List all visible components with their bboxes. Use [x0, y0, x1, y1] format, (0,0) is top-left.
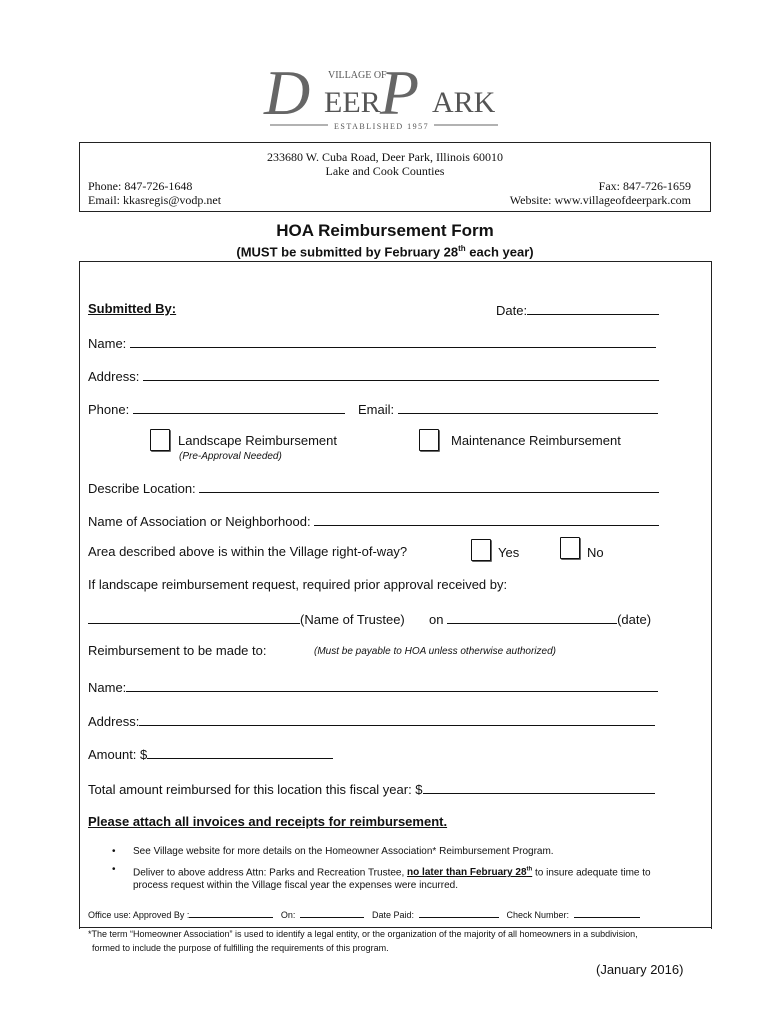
prior-approval-label: If landscape reimbursement request, required prior approval received by:: [88, 577, 508, 592]
logo-ark: ARK: [432, 86, 496, 119]
yes-label: Yes: [498, 545, 520, 560]
amount-field[interactable]: Amount: $: [88, 745, 333, 763]
address-field[interactable]: Address:: [88, 367, 659, 385]
association-field[interactable]: Name of Association or Neighborhood:: [88, 512, 659, 530]
no-checkbox[interactable]: [560, 537, 580, 559]
payee-address-field[interactable]: Address:: [88, 712, 655, 730]
village-logo: [262, 52, 512, 134]
yes-checkbox[interactable]: [471, 539, 491, 561]
logo-eer: EER: [324, 86, 381, 119]
approval-date-field[interactable]: on (date): [429, 612, 652, 627]
footnote-line-2: formed to include the purpose of fulfilling the requirements of this program.: [92, 943, 389, 953]
form-title: HOA Reimbursement Form: [276, 221, 494, 240]
bullet-1: See Village website for more details on the Homeowner Association* Reimbursement Program.: [133, 846, 554, 857]
trustee-field[interactable]: (Name of Trustee): [88, 610, 405, 628]
no-label: No: [587, 545, 604, 560]
submitted-by-label: Submitted By:: [88, 301, 177, 316]
maintenance-label: Maintenance Reimbursement: [451, 433, 621, 448]
footnote-line-1: *The term “Homeowner Association” is used to identify a legal entity, or the organization of the majority of all homeowners in a subdivision,: [88, 929, 638, 939]
maintenance-checkbox[interactable]: [419, 429, 439, 451]
name-field[interactable]: Name:: [88, 334, 656, 352]
contact-email: Email: kkasregis@vodp.net: [88, 193, 222, 207]
landscape-checkbox[interactable]: [150, 429, 170, 451]
contact-street: 233680 W. Cuba Road, Deer Park, Illinois 60010: [267, 150, 503, 164]
contact-website: Website: www.villageofdeerpark.com: [509, 193, 691, 207]
landscape-label: Landscape Reimbursement: [178, 433, 337, 448]
payee-name-field[interactable]: Name:: [88, 678, 658, 696]
attach-notice: Please attach all invoices and receipts for reimbursement.: [88, 814, 448, 829]
revision-date: (January 2016): [596, 962, 684, 977]
phone-field[interactable]: Phone:: [88, 400, 345, 418]
right-of-way-question: Area described above is within the Village right-of-way?: [88, 544, 408, 559]
logo-letter-d: D: [264, 57, 311, 128]
contact-phone: Phone: 847-726-1648: [88, 179, 193, 193]
bullet-2: Deliver to above address Attn: Parks and Recreation Trustee, no later than February 28th to insure adequate time to: [133, 867, 651, 879]
pre-approval-note: (Pre-Approval Needed): [179, 451, 282, 462]
contact-fax: Fax: 847-726-1659: [598, 179, 691, 193]
contact-counties: Lake and Cook Counties: [325, 164, 445, 178]
logo-village-of: VILLAGE OF: [328, 70, 387, 81]
bullet-2-continued: process request within the Village fiscal year the expenses were incurred.: [133, 880, 458, 891]
payable-note: (Must be payable to HOA unless otherwise authorized): [314, 646, 556, 657]
office-use-line: Office use: Approved By : On: Date Paid: Check Number:: [88, 908, 640, 921]
reimburse-to-label: Reimbursement to be made to:: [88, 643, 267, 658]
logo-established: ESTABLISHED 1957: [334, 122, 430, 131]
email-field[interactable]: Email:: [358, 400, 658, 418]
total-field[interactable]: Total amount reimbursed for this location this fiscal year: $: [88, 780, 655, 798]
date-field[interactable]: Date:: [496, 301, 659, 319]
bullet-dot-1: •: [112, 846, 116, 857]
describe-location-field[interactable]: Describe Location:: [88, 479, 659, 497]
bullet-dot-2: •: [112, 864, 116, 875]
form-subtitle: (MUST be submitted by February 28th each year): [236, 244, 534, 260]
logo-letter-p: P: [380, 57, 420, 128]
